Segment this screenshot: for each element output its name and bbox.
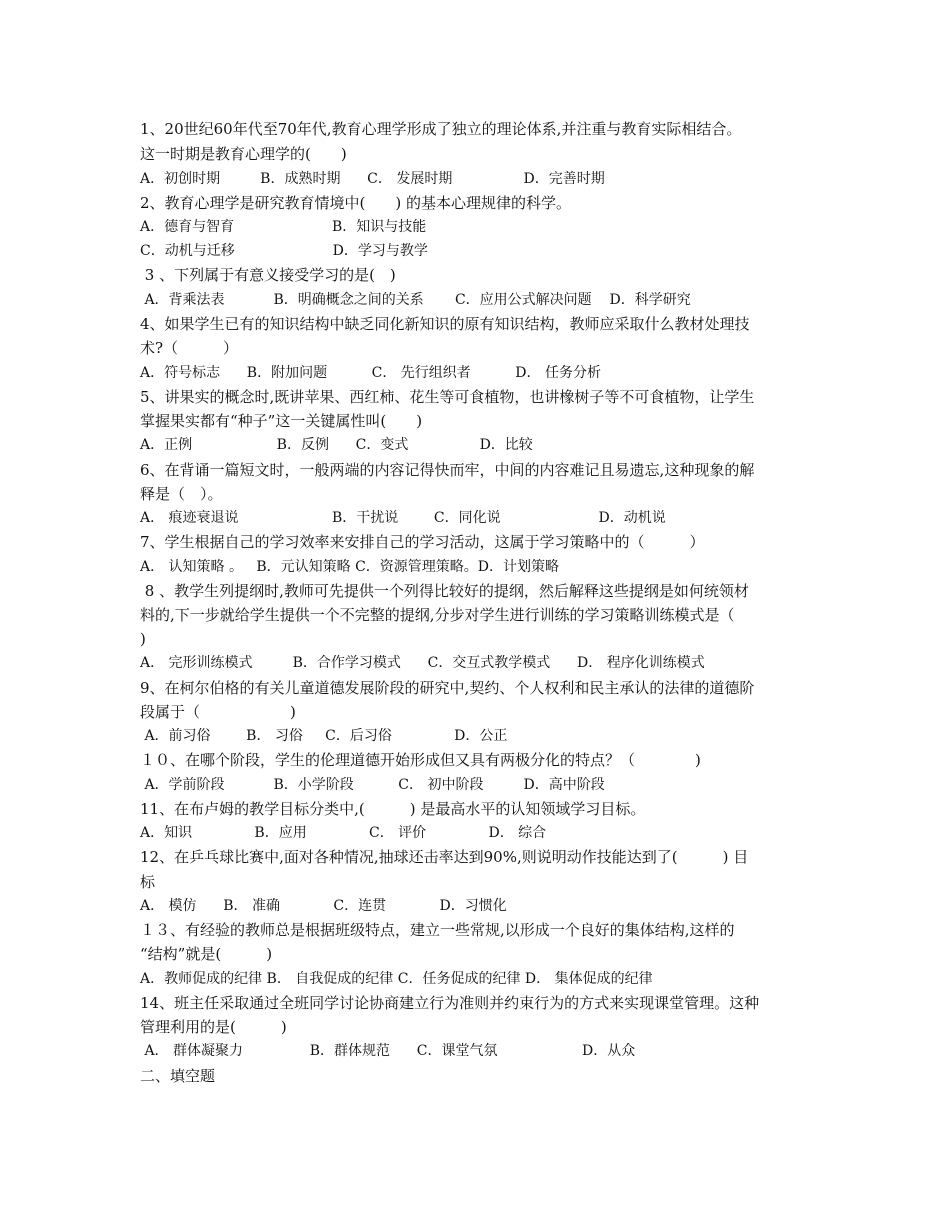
question-4-options: A．符号标志 B．附加问题 C． 先行组织者 D． 任务分析: [140, 365, 601, 381]
question-2-text: 2、教育心理学是研究教育情境中( ) 的基本心理规律的科学。: [140, 194, 572, 212]
question-1-text: 1、20世纪60年代至70年代,教育心理学形成了独立的理论体系,并注重与教育实际相结合。: [140, 120, 742, 138]
question-8-options: A． 完形训练模式 B．合作学习模式 C．交互式教学模式 D． 程序化训练模式: [140, 655, 705, 671]
question-8-text: 8 、教学生列提纲时,教师可先提供一个列得比较好的提纲，然后解释这些提纲是如何统领材: [140, 582, 749, 600]
question-2-options: A．德育与智育 B．知识与技能: [140, 219, 427, 235]
question-5-text: 掌握果实都有“种子”这一关键属性叫( ): [140, 412, 423, 430]
question-9-text: 段属于（ ): [140, 703, 296, 721]
question-3-text: 3 、下列属于有意义接受学习的是( ): [140, 266, 396, 284]
question-5-text: 5、讲果实的概念时,既讲苹果、西红柿、花生等可食植物，也讲橡树子等不可食植物，让学生: [140, 388, 755, 406]
question-13-options: A．教师促成的纪律 B． 自我促成的纪律 C．任务促成的纪律 D． 集体促成的纪律: [140, 971, 653, 987]
question-8-text: ): [140, 630, 146, 648]
question-8-text: 料的,下一步就给学生提供一个不完整的提纲,分步对学生进行训练的学习策略训练模式是（: [140, 606, 735, 624]
question-1-text: 这一时期是教育心理学的( ): [140, 145, 347, 163]
question-14-text: 14、班主任采取通过全班同学讨论协商建立行为准则并约束行为的方式来实现课堂管理。这种: [140, 994, 760, 1012]
question-7-options: A． 认知策略 。 B．元认知策略 C．资源管理策略。D．计划策略: [140, 559, 560, 575]
question-11-text: 11、在布卢姆的教学目标分类中,( ) 是最高水平的认知领域学习目标。: [140, 800, 646, 818]
question-6-text: 6、在背诵一篇短文时，一般两端的内容记得快而牢，中间的内容难记且易遗忘,这种现象的解: [140, 461, 755, 479]
question-9-options: A．前习俗 B． 习俗 C．后习俗 D．公正: [140, 728, 508, 744]
question-10-options: A．学前阶段 B．小学阶段 C． 初中阶段 D．高中阶段: [140, 777, 605, 793]
question-5-options: A．正例 B．反例 C．变式 D．比较: [140, 437, 533, 453]
question-4-text: 术?（ ）: [140, 339, 239, 357]
question-2-options: C．动机与迁移 D．学习与教学: [140, 243, 428, 259]
question-12-options: A． 模仿 B． 准确 C．连贯 D．习惯化: [140, 898, 507, 914]
question-11-options: A．知识 B．应用 C． 评价 D． 综合: [140, 825, 547, 841]
question-6-text: 释是（ ）。: [140, 485, 223, 503]
question-4-text: 4、如果学生已有的知识结构中缺乏同化新知识的原有知识结构，教师应采取什么教材处理技: [140, 315, 750, 333]
question-13-text: “结构”就是( ): [140, 945, 273, 963]
question-9-text: 9、在柯尔伯格的有关儿童道德发展阶段的研究中,契约、个人权利和民主承认的法律的道德阶: [140, 679, 755, 697]
question-12-text: 12、在乒乓球比赛中,面对各种情况,抽球还击率达到90%,则说明动作技能达到了( ) 目: [140, 848, 749, 866]
question-3-options: A．背乘法表 B．明确概念之间的关系 C．应用公式解决问题 D．科学研究: [140, 292, 691, 308]
question-14-text: 管理利用的是( ): [140, 1018, 287, 1036]
question-13-text: １３、有经验的教师总是根据班级特点，建立一些常规,以形成一个良好的集体结构,这样的: [140, 921, 735, 939]
question-7-text: 7、学生根据自己的学习效率来安排自己的学习活动，这属于学习策略中的（ ）: [140, 533, 705, 551]
question-12-text: 标: [140, 873, 156, 891]
question-10-text: １０、在哪个阶段，学生的伦理道德开始形成但又具有两极分化的特点？（ ): [140, 751, 701, 769]
question-1-options: A．初创时期 B．成熟时期 C． 发展时期 D．完善时期: [140, 171, 605, 187]
question-14-options: A． 群体凝聚力 B．群体规范 C．课堂气氛 D．从众: [140, 1043, 636, 1059]
question-6-options: A． 痕迹衰退说 B．干扰说 C．同化说 D．动机说: [140, 510, 666, 526]
section-heading: 二、填空题: [140, 1067, 216, 1085]
